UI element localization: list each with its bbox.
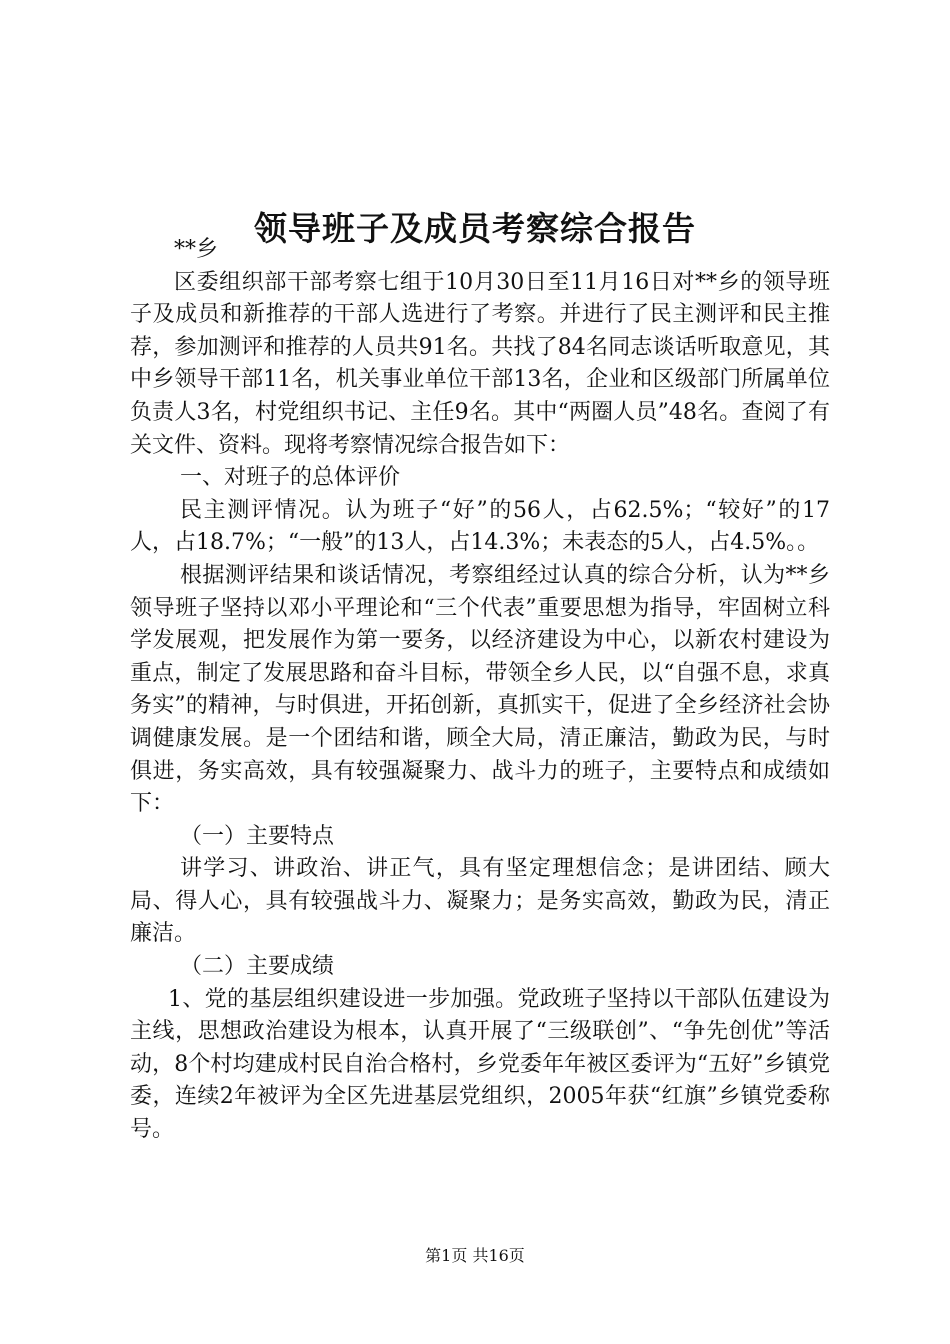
section-heading-overall-evaluation: 一、对班子的总体评价 [180,465,401,491]
subsection-heading-features: （一）主要特点 [180,823,335,849]
recipient-line: **乡 [174,237,219,262]
analysis-paragraph: 根据测评结果和谈话情况，考察组经过认真的综合分析，认为**乡领导班子坚持以邓小平理论和“三个代表”重要思想为指导，牢固树立科学发展观，把发展作为第一要务，以经济建设为中心，以新农村建设为重点，制定了发展思路和奋斗目标，带领全乡人民，以“自强不息，求真务实”的精神，与时俱进，开拓创新，真抓实干，促进了全乡经济社会协调健康发展。是一个团结和谐，顾全大局，清正廉洁，勤政为民，与时俱进，务实高效，具有较强凝聚力、战斗力的班子，主要特点和成绩如下： [130,562,830,817]
page-title: 领导班子及成员考察综合报告 [254,209,696,249]
page-number-footer: 第1页 共16页 [425,1246,525,1265]
achievement-paragraph: 1、党的基层组织建设进一步加强。党政班子坚持以干部队伍建设为主线，思想政治建设为根本，认真开展了“三级联创”、“争先创优”等活动，8个村均建成村民自治合格村，乡党委年年被区委评为“五好”乡镇党委，连续2年被评为全区先进基层党组织，2005年获“红旗”乡镇党委称号。 [130,986,830,1143]
document-body [130,234,830,1147]
intro-paragraph: 区委组织部干部考察七组于10月30日至11月16日对**乡的领导班子及成员和新推荐的干部人选进行了考察。并进行了民主测评和民主推荐，参加测评和推荐的人员共91名。共找了84名同志谈话听取意见，其中乡领导干部11名，机关事业单位干部13名，企业和区级部门所属单位负责人3名，村党组织书记、主任9名。其中“两圈人员”48名。查阅了有关文件、资料。现将考察情况综合报告如下： [130,269,830,458]
subsection-heading-achievements: （二）主要成绩 [180,954,335,980]
evaluation-paragraph: 民主测评情况。认为班子“好”的56人，占62.5%；“较好”的17人，占18.7%；“一般”的13人，占14.3%；未表态的5人，占4.5%。。 [130,497,830,556]
features-paragraph: 讲学习、讲政治、讲正气，具有坚定理想信念；是讲团结、顾大局、得人心，具有较强战斗力、凝聚力；是务实高效，勤政为民，清正廉洁。 [130,856,830,947]
